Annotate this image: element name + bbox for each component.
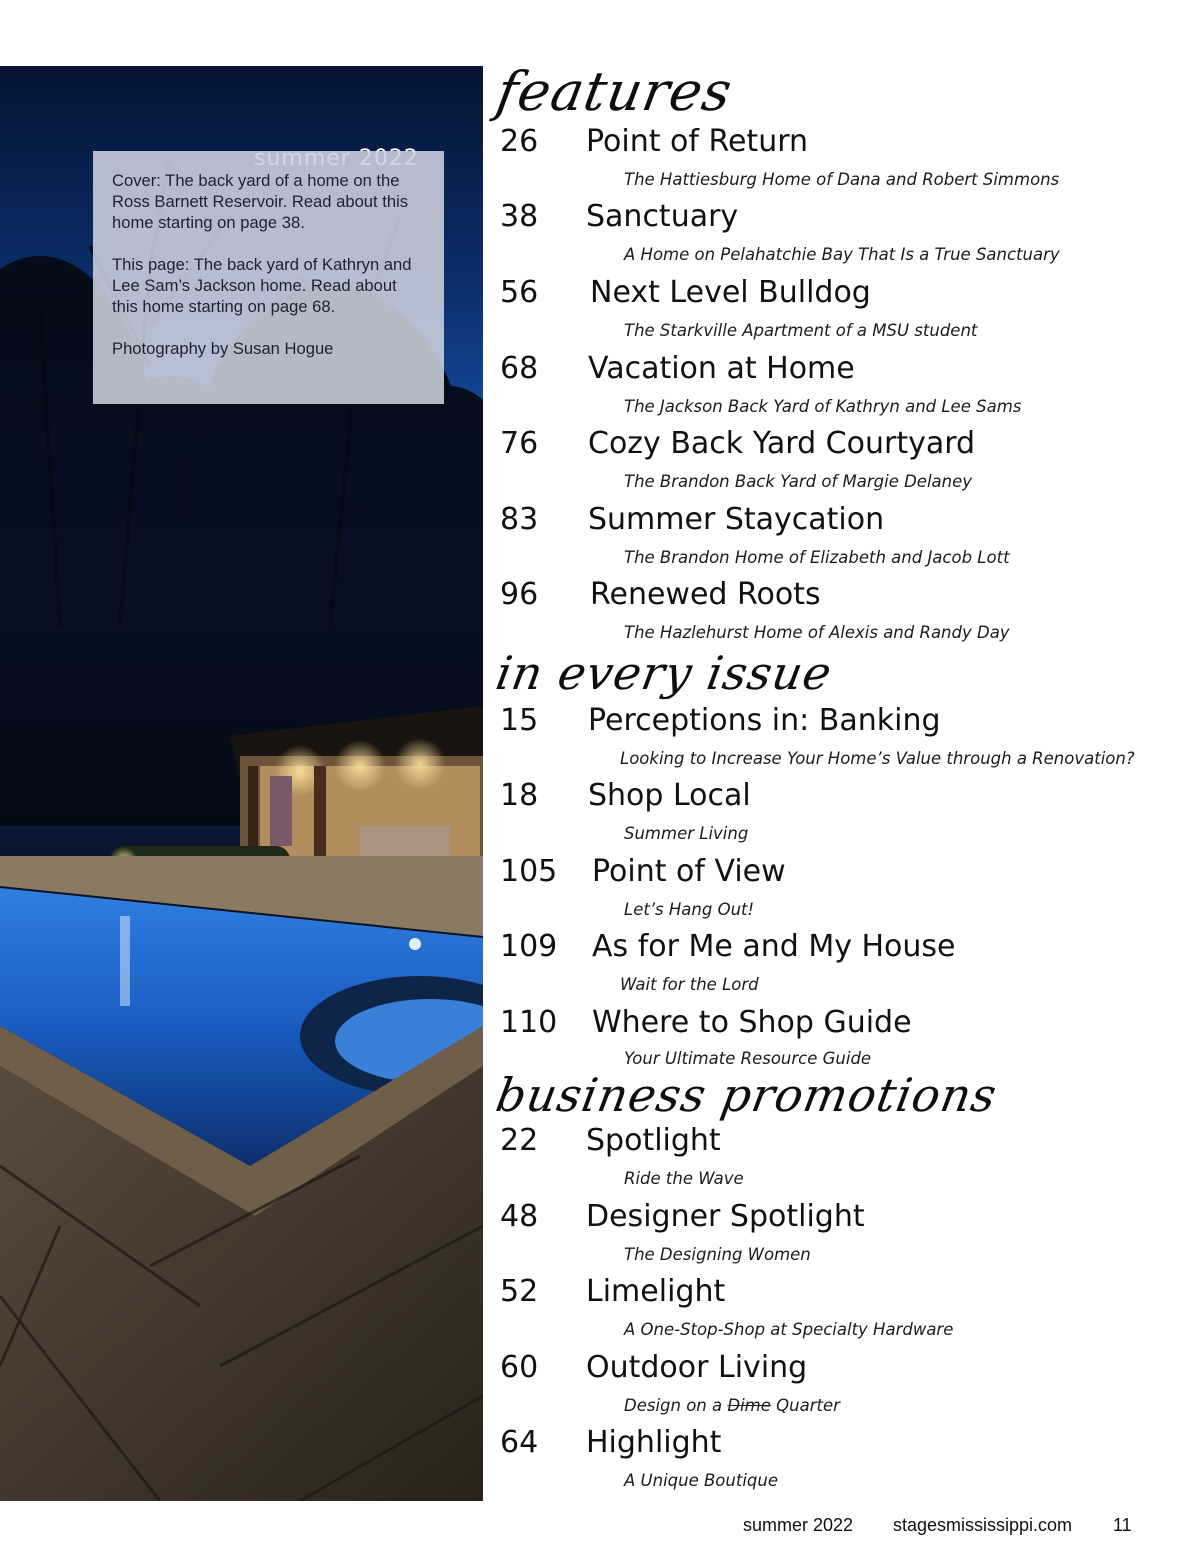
toc-entry[interactable]	[500, 1350, 1180, 1422]
article-subtitle: Your Ultimate Resource Guide	[624, 1049, 872, 1068]
article-title: Next Level Bulldog	[590, 275, 871, 310]
toc-entry[interactable]	[500, 1425, 1180, 1497]
struck-word: Dime	[727, 1396, 771, 1415]
page-number: 38	[500, 199, 539, 234]
article-title: Designer Spotlight	[586, 1199, 865, 1234]
page-number: 52	[500, 1274, 539, 1309]
article-title: Shop Local	[588, 778, 751, 813]
page-number: 68	[500, 351, 539, 386]
page-number: 60	[500, 1350, 539, 1385]
toc-entry[interactable]	[500, 502, 1180, 574]
article-title: Vacation at Home	[588, 351, 855, 386]
toc-entry[interactable]	[500, 124, 1180, 196]
footer-issue: summer 2022	[743, 1515, 854, 1535]
article-title: Summer Staycation	[588, 502, 885, 537]
toc-entry[interactable]	[500, 854, 1180, 926]
article-title: Limelight	[586, 1274, 726, 1309]
toc-entry[interactable]	[500, 275, 1180, 347]
article-subtitle: Wait for the Lord	[620, 975, 759, 994]
promotions-heading: business promotions	[492, 1068, 1002, 1122]
article-subtitle	[624, 1396, 840, 1415]
article-subtitle: A Home on Pelahatchie Bay That Is a True Sanctuary	[624, 245, 1060, 264]
article-title: As for Me and My House	[592, 929, 956, 964]
toc-entry[interactable]	[500, 351, 1180, 423]
article-subtitle: The Brandon Home of Elizabeth and Jacob Lott	[624, 548, 1010, 567]
article-subtitle: A Unique Boutique	[624, 1471, 778, 1490]
toc-entry[interactable]	[500, 1274, 1180, 1346]
page-number: 64	[500, 1425, 539, 1460]
page-number: 15	[500, 703, 539, 738]
article-subtitle: Let’s Hang Out!	[624, 900, 755, 919]
toc-entry[interactable]	[500, 703, 1180, 775]
article-title: Point of Return	[586, 124, 809, 159]
page-number: 48	[500, 1199, 539, 1234]
article-title: Cozy Back Yard Courtyard	[588, 426, 976, 461]
page-number: 109	[500, 929, 558, 964]
article-subtitle: The Hazlehurst Home of Alexis and Randy Day	[624, 623, 1010, 642]
page-number: 26	[500, 124, 539, 159]
page-number: 18	[500, 778, 539, 813]
footer-page-number: 11	[1113, 1515, 1132, 1535]
cover-caption: Cover: The back yard of a home on the Ross Barnett Reservoir. Read about this home starting on page 38.	[112, 171, 409, 232]
article-subtitle: The Hattiesburg Home of Dana and Robert Simmons	[624, 170, 1060, 189]
article-title: Highlight	[586, 1425, 722, 1460]
features-heading: features	[492, 60, 738, 123]
cover-caption-box	[93, 151, 444, 404]
footer-website[interactable]: stagesmississippi.com	[893, 1515, 1073, 1535]
photo-credit: Photography by Susan Hogue	[112, 339, 334, 358]
page-number: 22	[500, 1123, 539, 1158]
article-title: Spotlight	[586, 1123, 721, 1158]
article-title: Where to Shop Guide	[592, 1005, 912, 1040]
article-subtitle: The Starkville Apartment of a MSU student	[624, 321, 978, 340]
toc-entry[interactable]	[500, 199, 1180, 271]
article-title: Sanctuary	[586, 199, 739, 234]
toc-entry[interactable]	[500, 929, 1180, 1001]
article-title: Outdoor Living	[586, 1350, 808, 1385]
page-number: 96	[500, 577, 539, 612]
toc-entry[interactable]	[500, 577, 1180, 649]
article-title: Point of View	[592, 854, 786, 889]
toc-entry[interactable]	[500, 778, 1180, 850]
page-number: 105	[500, 854, 558, 889]
article-subtitle: The Brandon Back Yard of Margie Delaney	[624, 472, 973, 491]
article-subtitle: Looking to Increase Your Home’s Value through a Renovation?	[620, 749, 1135, 768]
toc-entry[interactable]	[500, 426, 1180, 498]
article-title: Renewed Roots	[590, 577, 821, 612]
article-subtitle: The Designing Women	[624, 1245, 811, 1264]
subtitle-text-before: Design on a	[624, 1396, 723, 1415]
article-title: Perceptions in: Banking	[588, 703, 941, 738]
article-subtitle: Ride the Wave	[624, 1169, 744, 1188]
article-subtitle: Summer Living	[624, 824, 749, 843]
article-subtitle: The Jackson Back Yard of Kathryn and Lee Sams	[624, 397, 1022, 416]
page-number: 110	[500, 1005, 558, 1040]
page-number: 56	[500, 275, 539, 310]
toc-entry[interactable]	[500, 1005, 1180, 1077]
toc-entry[interactable]	[500, 1123, 1180, 1195]
subtitle-text-after: Quarter	[776, 1396, 840, 1415]
toc-entry[interactable]	[500, 1199, 1180, 1271]
page-number: 76	[500, 426, 539, 461]
page-number: 83	[500, 502, 539, 537]
this-page-caption: This page: The back yard of Kathryn and Lee Sam’s Jackson home. Read about this home starting on page 68.	[112, 255, 412, 316]
every-issue-heading: in every issue	[492, 646, 837, 700]
article-subtitle: A One-Stop-Shop at Specialty Hardware	[624, 1320, 954, 1339]
